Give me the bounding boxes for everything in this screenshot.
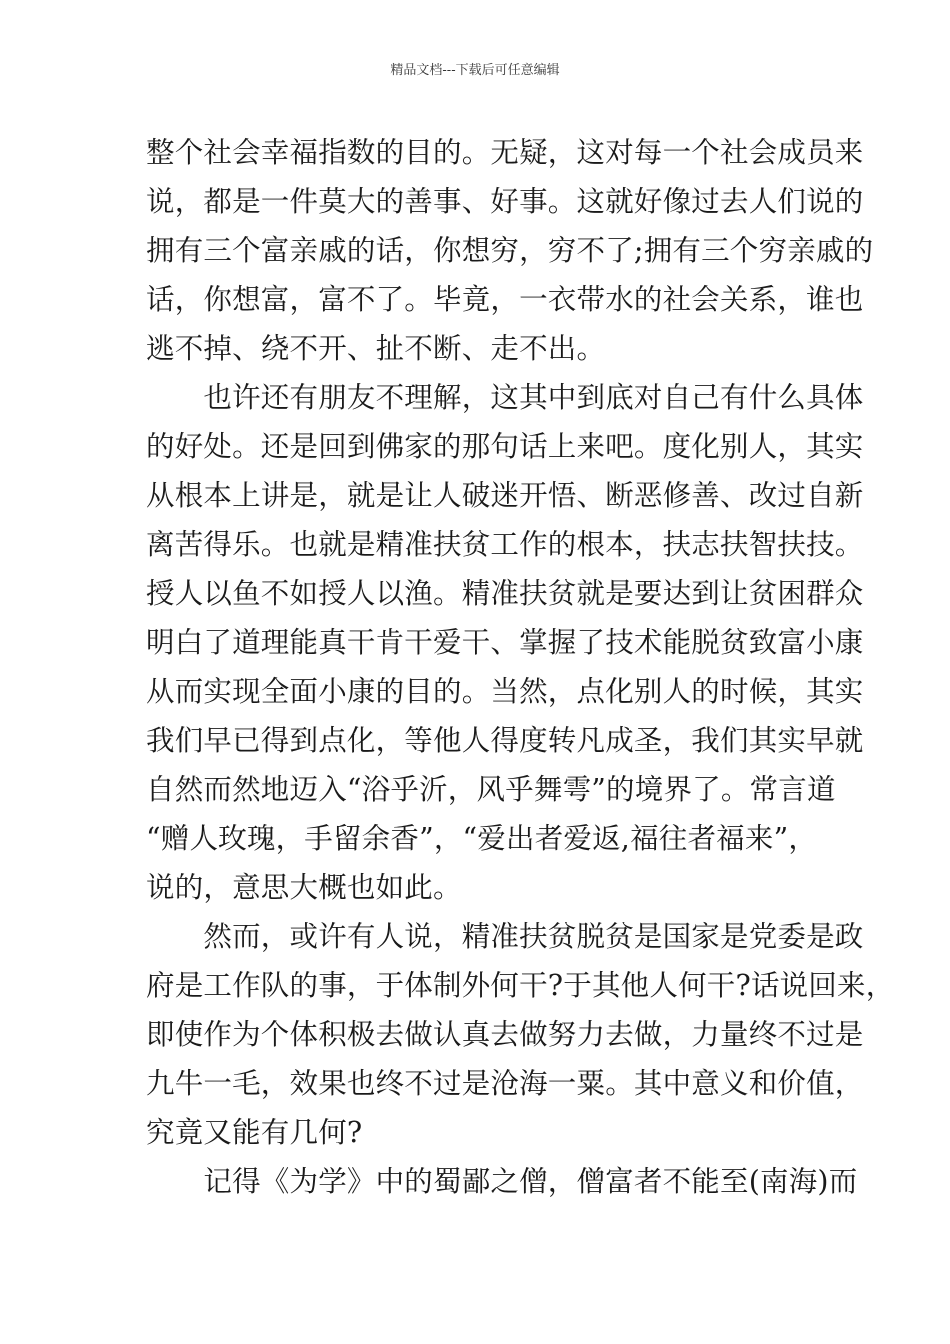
text-line: 拥有三个富亲戚的话，你想穷，穷不了;拥有三个穷亲戚的 xyxy=(146,234,874,267)
paragraph-4 xyxy=(146,1157,858,1206)
text-line: 府是工作队的事，于体制外何干?于其他人何干?话说回来， xyxy=(146,969,895,1002)
text-line: 也许还有朋友不理解，这其中到底对自己有什么具体 xyxy=(146,381,864,414)
text-line: 说，都是一件莫大的善事、好事。这就好像过去人们说的 xyxy=(146,185,864,218)
text-line: 九牛一毛，效果也终不过是沧海一粟。其中意义和价值， xyxy=(146,1067,864,1100)
paragraph-2 xyxy=(146,373,864,912)
text-line: 话，你想富，富不了。毕竟，一衣带水的社会关系，谁也 xyxy=(146,283,864,316)
text-line: 我们早已得到点化，等他人得度转凡成圣，我们其实早就 xyxy=(146,724,864,757)
text-line: 究竟又能有几何? xyxy=(146,1116,363,1149)
text-line: 从根本上讲是，就是让人破迷开悟、断恶修善、改过自新 xyxy=(146,479,864,512)
text-line: 自然而然地迈入“浴乎沂，风乎舞雩”的境界了。常言道 xyxy=(146,773,836,806)
text-line: 即使作为个体积极去做认真去做努力去做，力量终不过是 xyxy=(146,1018,864,1051)
paragraph-1 xyxy=(146,128,874,373)
text-line: 说的，意思大概也如此。 xyxy=(146,871,462,904)
page-header: 精品文档---下载后可任意编辑 xyxy=(390,63,560,78)
text-line: 从而实现全面小康的目的。当然，点化别人的时候，其实 xyxy=(146,675,864,708)
text-line: 逃不掉、绕不开、扯不断、走不出。 xyxy=(146,332,606,365)
text-line: “赠人玫瑰，手留余香”，“爱出者爱返,福往者福来”， xyxy=(146,822,818,855)
text-line: 的好处。还是回到佛家的那句话上来吧。度化别人，其实 xyxy=(146,430,864,463)
text-line: 然而，或许有人说，精准扶贫脱贫是国家是党委是政 xyxy=(146,920,864,953)
text-line: 整个社会幸福指数的目的。无疑，这对每一个社会成员来 xyxy=(146,136,864,169)
text-line: 授人以鱼不如授人以渔。精准扶贫就是要达到让贫困群众 xyxy=(146,577,864,610)
paragraph-3 xyxy=(146,912,895,1157)
text-line: 记得《为学》中的蜀鄙之僧，僧富者不能至(南海)而 xyxy=(146,1165,858,1198)
text-line: 离苦得乐。也就是精准扶贫工作的根本，扶志扶智扶技。 xyxy=(146,528,864,561)
text-line: 明白了道理能真干肯干爱干、掌握了技术能脱贫致富小康 xyxy=(146,626,864,659)
document-body xyxy=(146,128,895,1206)
